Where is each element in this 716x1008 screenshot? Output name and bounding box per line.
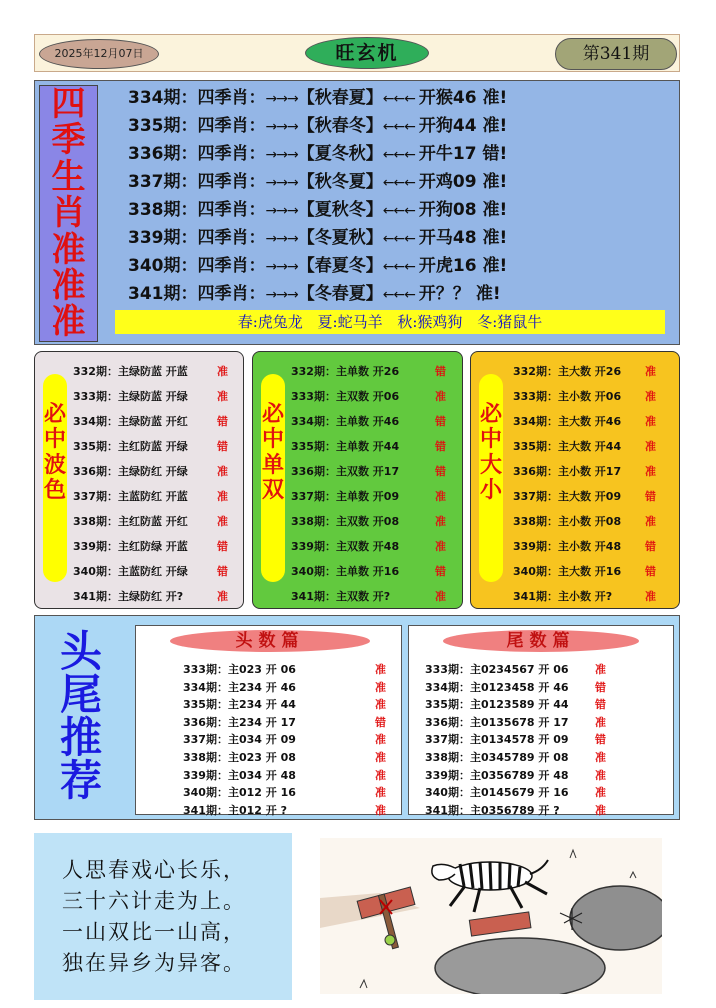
four-season-section (34, 80, 680, 345)
result-row (291, 412, 456, 432)
season-row (128, 112, 507, 140)
result-row-text: 340期：主单数 开16 (291, 565, 400, 578)
header-bar (34, 34, 680, 72)
number-row-mark: 错 (595, 733, 606, 747)
result-row (73, 412, 238, 432)
number-row-mark: 准 (595, 768, 606, 782)
result-mark: 错 (217, 415, 228, 428)
result-row (513, 512, 678, 532)
number-row-text: 335期：主0123589 开 44 (425, 698, 569, 712)
number-row-text: 333期：主0234567 开 06 (425, 663, 569, 676)
season-row-result: 开虎16 准! (418, 256, 508, 276)
result-mark: 准 (645, 365, 656, 378)
side-title-char: 肖 (51, 193, 86, 234)
result-row (73, 562, 238, 582)
tail-number-row (425, 731, 645, 749)
result-row (73, 512, 238, 532)
result-row (513, 562, 678, 582)
odd-even-label (261, 374, 285, 582)
result-row-text: 334期：主大数 开46 (513, 415, 622, 428)
label-char: 中 (261, 427, 284, 453)
number-row-mark: 准 (595, 803, 606, 817)
result-mark: 错 (645, 490, 656, 503)
result-row-text: 337期：主蓝防红 开蓝 (73, 490, 188, 503)
result-row-text: 335期：主大数 开44 (513, 440, 622, 453)
number-row-mark: 准 (375, 698, 386, 712)
number-row-text: 338期：主0345789 开 08 (425, 751, 569, 764)
side-title-char: 尾 (59, 670, 102, 719)
result-mark: 准 (645, 440, 656, 453)
left-arrows-icon: ←←← (382, 203, 415, 219)
season-row (128, 252, 507, 280)
season-row-period: 340期： (128, 256, 198, 276)
side-title-char: 准 (51, 266, 86, 307)
season-row-pick: 【秋冬夏】 (297, 172, 383, 192)
poem-box (34, 833, 292, 1000)
number-row-mark: 准 (375, 680, 386, 694)
result-row-text: 332期：主绿防蓝 开蓝 (73, 365, 188, 378)
result-mark: 错 (217, 565, 228, 578)
result-mark: 准 (217, 390, 228, 403)
head-tail-side-title (41, 627, 121, 805)
result-mark: 准 (645, 415, 656, 428)
result-mark: 准 (217, 490, 228, 503)
number-row-text: 341期：主012 开 ? (183, 803, 287, 817)
side-title-char: 生 (51, 156, 86, 197)
label-char: 必 (479, 402, 502, 427)
head-number-row (183, 731, 403, 749)
head-number-row (183, 802, 403, 820)
result-mark: 错 (217, 440, 228, 453)
side-title-char: 季 (51, 120, 86, 161)
tail-number-box (408, 625, 674, 815)
season-row-label: 四季肖： (197, 200, 266, 220)
season-row-period: 337期： (128, 172, 198, 192)
season-row-result: 开狗44 准! (418, 116, 508, 136)
right-arrows-icon: →→→ (265, 147, 298, 163)
number-row-mark: 准 (375, 663, 386, 676)
result-row-text: 339期：主红防绿 开蓝 (73, 540, 188, 553)
result-row (73, 462, 238, 482)
label-char: 小 (479, 477, 502, 503)
result-row (73, 487, 238, 507)
result-row-text: 341期：主小数 开? (513, 590, 613, 603)
season-row-label: 四季肖： (197, 172, 266, 192)
side-title-char: 推 (59, 713, 102, 762)
label-char: 中 (479, 427, 502, 453)
season-row-period: 339期： (128, 228, 198, 248)
label-char: 必 (43, 402, 66, 427)
season-row-result: 开？？ 准! (418, 284, 501, 304)
result-mark: 错 (435, 465, 446, 478)
left-arrows-icon: ←←← (382, 259, 415, 275)
result-row (513, 362, 678, 382)
number-row-mark: 准 (595, 715, 606, 729)
result-mark: 错 (645, 540, 656, 553)
number-row-mark: 准 (595, 663, 606, 676)
poem-line: 一山双比一山高， (62, 920, 246, 944)
number-row-text: 337期：主034 开 09 (183, 733, 296, 747)
result-mark: 准 (435, 390, 446, 403)
season-row-result: 开猴46 准! (418, 88, 508, 108)
season-side-title (39, 85, 98, 342)
result-row (513, 537, 678, 557)
number-row-text: 333期：主023 开 06 (183, 663, 296, 676)
number-row-mark: 准 (595, 751, 606, 764)
result-row-text: 337期：主大数 开09 (513, 490, 622, 503)
result-mark: 错 (645, 565, 656, 578)
number-row-mark: 准 (375, 751, 386, 764)
number-row-text: 341期：主0356789 开 ? (425, 803, 560, 817)
season-row-period: 341期： (128, 284, 198, 304)
head-number-row (183, 679, 403, 697)
result-row-text: 338期：主双数 开08 (291, 515, 400, 528)
left-arrows-icon: ←←← (382, 231, 415, 247)
tail-number-row (425, 802, 645, 820)
big-small-box (470, 351, 680, 609)
result-row (291, 537, 456, 557)
head-tail-section (34, 615, 680, 820)
result-row-text: 332期：主大数 开26 (513, 365, 622, 378)
side-title-char: 头 (59, 627, 102, 676)
right-arrows-icon: →→→ (265, 91, 298, 107)
label-char: 必 (261, 402, 284, 427)
result-row (73, 387, 238, 407)
result-row (73, 362, 238, 382)
result-row-text: 332期：主单数 开26 (291, 365, 400, 378)
season-row-period: 335期： (128, 116, 198, 136)
result-row (291, 362, 456, 382)
season-row-label: 四季肖： (197, 284, 266, 304)
label-char: 中 (43, 427, 66, 453)
season-row (128, 140, 507, 168)
left-arrows-icon: ←←← (382, 91, 415, 107)
result-row-text: 334期：主单数 开46 (291, 415, 400, 428)
label-char: 大 (479, 452, 502, 478)
result-mark: 准 (645, 465, 656, 478)
result-mark: 准 (435, 515, 446, 528)
season-row-result: 开鸡09 准! (418, 172, 508, 192)
number-row-text: 336期：主0135678 开 17 (425, 715, 569, 729)
number-row-text: 338期：主023 开 08 (183, 751, 296, 764)
label-char: 波 (43, 452, 66, 478)
season-row-label: 四季肖： (197, 116, 266, 136)
number-row-mark: 错 (595, 680, 606, 694)
season-legend: 春:虎兔龙 夏:蛇马羊 秋:猴鸡狗 冬:猪鼠牛 (115, 310, 665, 334)
number-row-text: 335期：主234 开 44 (183, 698, 296, 712)
result-mark: 错 (435, 565, 446, 578)
season-row-pick: 【夏秋冬】 (297, 200, 383, 220)
result-row (291, 387, 456, 407)
season-row-period: 334期： (128, 88, 198, 108)
result-row (73, 587, 238, 607)
result-row-text: 333期：主双数 开06 (291, 390, 400, 403)
result-row-text: 340期：主大数 开16 (513, 565, 622, 578)
odd-even-box (252, 351, 463, 609)
zebra-illustration (320, 838, 662, 994)
season-row-result: 开牛17 错! (418, 144, 508, 164)
result-row (513, 437, 678, 457)
tail-number-row (425, 696, 645, 714)
result-mark: 准 (435, 540, 446, 553)
season-row-result: 开马48 准! (418, 228, 508, 248)
label-char: 双 (261, 477, 284, 503)
result-row (291, 587, 456, 607)
number-row-text: 340期：主0145679 开 16 (425, 786, 569, 800)
season-row (128, 196, 507, 224)
left-arrows-icon: ←←← (382, 119, 415, 135)
right-arrows-icon: →→→ (265, 259, 298, 275)
tail-number-row (425, 661, 645, 679)
result-row (513, 587, 678, 607)
season-row-label: 四季肖： (197, 256, 266, 276)
result-row-text: 341期：主双数 开? (291, 590, 391, 603)
season-row-label: 四季肖： (197, 228, 266, 248)
page-title: 旺玄机 (305, 37, 429, 69)
season-row-label: 四季肖： (197, 144, 266, 164)
season-row-period: 336期： (128, 144, 198, 164)
result-row-text: 333期：主绿防蓝 开绿 (73, 390, 188, 403)
result-mark: 准 (435, 490, 446, 503)
number-row-text: 334期：主0123458 开 46 (425, 680, 569, 694)
number-row-text: 339期：主0356789 开 48 (425, 768, 569, 782)
result-mark: 准 (217, 590, 228, 603)
left-arrows-icon: ←←← (382, 287, 415, 303)
result-row-text: 341期：主绿防红 开? (73, 590, 184, 603)
season-row-pick: 【秋春冬】 (297, 116, 383, 136)
result-row (291, 562, 456, 582)
number-row-text: 337期：主0134578 开 09 (425, 733, 569, 747)
number-row-mark: 准 (375, 803, 386, 817)
wave-color-label (43, 374, 67, 582)
number-row-mark: 错 (375, 715, 386, 729)
result-row (291, 437, 456, 457)
tail-number-row (425, 714, 645, 732)
right-arrows-icon: →→→ (265, 203, 298, 219)
poem-line: 独在异乡为异客。 (62, 951, 246, 975)
season-row (128, 224, 507, 252)
number-row-text: 336期：主234 开 17 (183, 715, 296, 729)
season-row-pick: 【冬春夏】 (297, 284, 383, 304)
number-row-mark: 准 (375, 733, 386, 747)
number-row-text: 340期：主012 开 16 (183, 786, 296, 800)
result-row-text: 333期：主小数 开06 (513, 390, 622, 403)
result-row-text: 336期：主双数 开17 (291, 465, 400, 478)
head-number-row (183, 714, 403, 732)
result-row-text: 339期：主双数 开48 (291, 540, 400, 553)
head-number-row (183, 767, 403, 785)
season-row-period: 338期： (128, 200, 198, 220)
result-row (291, 512, 456, 532)
tail-number-row (425, 679, 645, 697)
poem-line: 三十六计走为上。 (62, 889, 246, 913)
result-row-text: 338期：主红防蓝 开红 (73, 515, 188, 528)
cartoon-zebra-icon (320, 838, 662, 994)
season-row-pick: 【秋春夏】 (297, 88, 383, 108)
season-row (128, 280, 501, 308)
tail-number-title: 尾数篇 (443, 630, 639, 652)
head-number-title: 头数篇 (170, 630, 370, 652)
label-char: 色 (43, 477, 66, 503)
season-row-result: 开狗08 准! (418, 200, 508, 220)
result-row (513, 387, 678, 407)
poem-line: 人思春戏心长乐， (62, 858, 246, 882)
result-mark: 准 (217, 465, 228, 478)
result-mark: 准 (435, 590, 446, 603)
season-row (128, 168, 507, 196)
result-row (513, 462, 678, 482)
number-row-mark: 准 (375, 768, 386, 782)
result-row-text: 339期：主小数 开48 (513, 540, 622, 553)
result-row-text: 340期：主蓝防红 开绿 (73, 565, 188, 578)
head-number-row (183, 696, 403, 714)
season-row-pick: 【夏冬秋】 (297, 144, 383, 164)
issue-badge: 第341期 (555, 38, 677, 70)
result-row-text: 338期：主小数 开08 (513, 515, 622, 528)
right-arrows-icon: →→→ (265, 231, 298, 247)
result-row-text: 336期：主绿防红 开绿 (73, 465, 188, 478)
result-mark: 准 (217, 365, 228, 378)
result-row-text: 337期：主单数 开09 (291, 490, 400, 503)
label-char: 单 (261, 452, 284, 478)
result-row-text: 335期：主单数 开44 (291, 440, 400, 453)
result-row-text: 335期：主红防蓝 开绿 (73, 440, 188, 453)
result-row-text: 334期：主绿防蓝 开红 (73, 415, 188, 428)
side-title-char: 准 (51, 302, 86, 343)
result-mark: 错 (217, 540, 228, 553)
result-mark: 错 (435, 440, 446, 453)
result-row (73, 537, 238, 557)
big-small-label (479, 374, 503, 582)
season-row-label: 四季肖： (197, 88, 266, 108)
result-mark: 错 (435, 415, 446, 428)
result-mark: 准 (645, 390, 656, 403)
head-number-row (183, 784, 403, 802)
season-row-pick: 【春夏冬】 (297, 256, 383, 276)
date-badge: 2025年12月07日 (39, 39, 159, 69)
number-row-text: 339期：主034 开 48 (183, 768, 296, 782)
result-row (291, 462, 456, 482)
result-mark: 准 (645, 515, 656, 528)
right-arrows-icon: →→→ (265, 175, 298, 191)
season-row (128, 84, 507, 112)
right-arrows-icon: →→→ (265, 287, 298, 303)
wave-color-box (34, 351, 244, 609)
head-number-box (135, 625, 402, 815)
result-row (291, 487, 456, 507)
head-number-row (183, 749, 403, 767)
season-row-pick: 【冬夏秋】 (297, 228, 383, 248)
number-row-mark: 准 (595, 786, 606, 800)
side-title-char: 准 (51, 229, 86, 270)
result-row (513, 487, 678, 507)
tail-number-row (425, 767, 645, 785)
left-arrows-icon: ←←← (382, 147, 415, 163)
right-arrows-icon: →→→ (265, 119, 298, 135)
number-row-mark: 准 (375, 786, 386, 800)
result-row-text: 336期：主小数 开17 (513, 465, 622, 478)
tail-number-row (425, 784, 645, 802)
number-row-text: 334期：主234 开 46 (183, 680, 296, 694)
tail-number-row (425, 749, 645, 767)
result-mark: 准 (645, 590, 656, 603)
result-row (513, 412, 678, 432)
number-row-mark: 错 (595, 698, 606, 712)
side-title-char: 四 (51, 84, 86, 124)
left-arrows-icon: ←←← (382, 175, 415, 191)
result-mark: 错 (435, 365, 446, 378)
head-number-row (183, 661, 403, 679)
result-row (73, 437, 238, 457)
side-title-char: 荐 (59, 756, 102, 805)
result-mark: 准 (217, 515, 228, 528)
